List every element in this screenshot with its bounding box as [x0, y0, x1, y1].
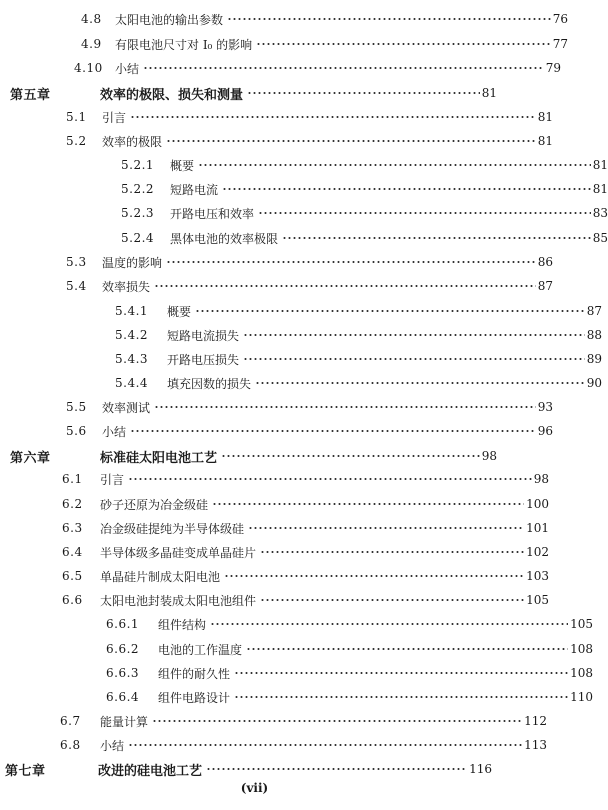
toc-entry-title: 太阳电池的输出参数 [115, 12, 224, 27]
toc-entry-row [0, 589, 549, 611]
dot-leader [246, 648, 568, 650]
dot-leader [143, 67, 544, 69]
toc-entry-page: 108 [570, 642, 593, 656]
toc-entry-row [0, 275, 553, 297]
toc-entry-row [0, 300, 602, 322]
toc-entry-title: 短路电流 [170, 182, 219, 197]
toc-entry-number: 5.4 [66, 279, 87, 293]
toc-entry-page: 105 [526, 593, 549, 607]
toc-entry-page: 81 [592, 158, 608, 172]
dot-leader [166, 140, 536, 142]
toc-entry-row [0, 662, 593, 684]
toc-entry-number: 6.2 [62, 497, 83, 511]
toc-entry-title: 效率损失 [102, 279, 151, 294]
toc-entry-title: 填充因数的损失 [167, 376, 252, 391]
toc-entry-row [0, 372, 602, 394]
toc-entry-number: 5.4.4 [115, 376, 149, 390]
toc-entry-page: 100 [526, 497, 549, 511]
toc-entry-row [0, 710, 547, 732]
toc-entry-number: 5.4.1 [115, 304, 149, 318]
toc-entry-title: 组件电路设计 [158, 690, 231, 705]
toc-entry-number: 5.5 [66, 400, 87, 414]
toc-entry-title: 引言 [102, 110, 127, 125]
dot-leader [152, 720, 523, 722]
dot-leader [234, 672, 568, 674]
toc-entry-number: 6.4 [62, 545, 83, 559]
dot-leader [198, 164, 591, 166]
toc-entry-title: 砂子还原为冶金级硅 [100, 497, 209, 512]
dot-leader [243, 334, 585, 336]
toc-entry-page: 103 [526, 569, 549, 583]
toc-entry-number: 4.9 [81, 37, 102, 51]
toc-entry-number: 6.5 [62, 569, 83, 583]
toc-entry-page: 108 [570, 666, 593, 680]
toc-entry-number: 6.1 [62, 472, 83, 486]
toc-entry-number: 5.2 [66, 134, 87, 148]
toc-entry-number: 5.2.1 [121, 158, 155, 172]
toc-entry-page: 116 [469, 762, 492, 776]
toc-entry-title: 开路电压和效率 [170, 206, 255, 221]
dot-leader [256, 43, 551, 45]
toc-entry-page: 96 [537, 424, 553, 438]
toc-entry-number: 6.3 [62, 521, 83, 535]
toc-entry-title: 黑体电池的效率极限 [170, 231, 279, 246]
toc-entry-row [0, 8, 568, 30]
toc-entry-row [0, 202, 608, 224]
dot-leader [255, 382, 585, 384]
toc-entry-number: 6.6.2 [106, 642, 140, 656]
toc-entry-page: 79 [545, 61, 561, 75]
dot-leader [260, 551, 525, 553]
page-number: (vii) [240, 781, 269, 795]
toc-entry-title: 概要 [170, 158, 195, 173]
toc-entry-page: 81 [537, 110, 553, 124]
dot-leader [222, 188, 591, 190]
toc-entry-page: 87 [586, 304, 602, 318]
toc-entry-number: 5.3 [66, 255, 87, 269]
toc-entry-page: 81 [592, 182, 608, 196]
toc-entry-row [0, 227, 608, 249]
dot-leader [212, 503, 525, 505]
toc-entry-page: 93 [537, 400, 553, 414]
dot-leader [166, 261, 536, 263]
toc-entry-title: 改进的硅电池工艺 [98, 763, 203, 779]
dot-leader [128, 744, 523, 746]
dot-leader [282, 237, 591, 239]
toc-entry-page: 81 [481, 86, 497, 100]
dot-leader [206, 768, 468, 770]
toc-entry-row [0, 734, 547, 756]
toc-entry-row [0, 348, 602, 370]
toc-chapter-row [0, 82, 497, 104]
toc-entry-title: 小结 [102, 424, 127, 439]
dot-leader [224, 575, 525, 577]
toc-entry-number: 5.1 [66, 110, 87, 124]
toc-entry-title: 标准硅太阳电池工艺 [100, 450, 218, 466]
toc-entry-page: 85 [592, 231, 608, 245]
toc-entry-row [0, 541, 549, 563]
dot-leader [154, 285, 536, 287]
toc-entry-number: 6.7 [60, 714, 81, 728]
toc-entry-row [0, 420, 553, 442]
toc-entry-number: 6.8 [60, 738, 81, 752]
toc-entry-title: 小结 [115, 61, 140, 76]
toc-entry-row [0, 493, 549, 515]
toc-entry-title: 能量计算 [100, 714, 149, 729]
toc-entry-number: 5.6 [66, 424, 87, 438]
toc-entry-title: 效率的极限 [102, 134, 163, 149]
toc-entry-title: 电池的工作温度 [158, 642, 243, 657]
toc-entry-row [0, 251, 553, 273]
toc-entry-page: 90 [586, 376, 602, 390]
toc-entry-number: 第七章 [5, 763, 46, 779]
toc-entry-title: 短路电流损失 [167, 328, 240, 343]
toc-entry-page: 83 [592, 206, 608, 220]
dot-leader [130, 430, 536, 432]
toc-entry-page: 113 [524, 738, 547, 752]
toc-entry-page: 112 [524, 714, 547, 728]
toc-entry-title: 太阳电池封装成太阳电池组件 [100, 593, 257, 608]
dot-leader [195, 310, 585, 312]
toc-entry-title: 组件结构 [158, 617, 207, 632]
dot-leader [260, 599, 525, 601]
toc-entry-row [0, 324, 602, 346]
toc-entry-page: 98 [533, 472, 549, 486]
toc-entry-row [0, 178, 608, 200]
dot-leader [258, 212, 591, 214]
dot-leader [221, 455, 480, 457]
toc-entry-row [0, 638, 593, 660]
toc-entry-title: 引言 [100, 472, 125, 487]
toc-entry-number: 5.2.3 [121, 206, 155, 220]
toc-entry-page: 77 [552, 37, 568, 51]
dot-leader [210, 623, 568, 625]
toc-entry-title: 半导体级多晶硅变成单晶硅片 [100, 545, 257, 560]
toc-entry-page: 81 [537, 134, 553, 148]
toc-entry-number: 6.6 [62, 593, 83, 607]
toc-entry-number: 6.6.1 [106, 617, 140, 631]
toc-entry-row [0, 468, 549, 490]
toc-entry-title: 冶金级硅提纯为半导体级硅 [100, 521, 245, 536]
toc-entry-number: 5.2.4 [121, 231, 155, 245]
toc-entry-number: 5.2.2 [121, 182, 155, 196]
toc-entry-number: 第五章 [10, 87, 51, 103]
toc-chapter-row [0, 758, 492, 780]
toc-entry-number: 5.4.2 [115, 328, 149, 342]
toc-entry-title: 效率的极限、损失和测量 [100, 87, 244, 103]
toc-entry-page: 98 [481, 449, 497, 463]
toc-entry-row [0, 154, 608, 176]
toc-entry-page: 88 [586, 328, 602, 342]
toc-entry-page: 89 [586, 352, 602, 366]
toc-entry-title: 组件的耐久性 [158, 666, 231, 681]
toc-entry-number: 4.10 [74, 61, 103, 75]
toc-entry-title: 效率测试 [102, 400, 151, 415]
dot-leader [128, 478, 532, 480]
toc-entry-number: 第六章 [10, 450, 51, 466]
toc-entry-page: 102 [526, 545, 549, 559]
toc-entry-title: 温度的影响 [102, 255, 163, 270]
dot-leader [154, 406, 536, 408]
toc-entry-number: 6.6.3 [106, 666, 140, 680]
toc-entry-number: 6.6.4 [106, 690, 140, 704]
toc-entry-title: 单晶硅片制成太阳电池 [100, 569, 221, 584]
toc-entry-row [0, 57, 561, 79]
toc-entry-row [0, 517, 549, 539]
dot-leader [248, 527, 525, 529]
toc-entry-row [0, 686, 593, 708]
toc-entry-page: 101 [526, 521, 549, 535]
toc-entry-page: 87 [537, 279, 553, 293]
toc-entry-title: 开路电压损失 [167, 352, 240, 367]
toc-entry-row [0, 33, 568, 55]
toc-entry-page: 105 [570, 617, 593, 631]
toc-entry-title: 小结 [100, 738, 125, 753]
toc-chapter-row [0, 445, 497, 467]
toc-entry-row [0, 130, 553, 152]
toc-entry-row [0, 565, 549, 587]
dot-leader [227, 18, 551, 20]
dot-leader [234, 696, 568, 698]
toc-entry-page: 110 [570, 690, 593, 704]
toc-entry-row [0, 396, 553, 418]
toc-entry-number: 4.8 [81, 12, 102, 26]
toc-entry-title: 概要 [167, 304, 192, 319]
toc-entry-title: 有限电池尺寸对 I₀ 的影响 [115, 37, 253, 52]
toc-entry-number: 5.4.3 [115, 352, 149, 366]
toc-entry-row [0, 613, 593, 635]
toc-entry-row [0, 106, 553, 128]
toc-entry-page: 86 [537, 255, 553, 269]
dot-leader [130, 116, 536, 118]
dot-leader [243, 358, 585, 360]
toc-entry-page: 76 [552, 12, 568, 26]
dot-leader [247, 92, 480, 94]
